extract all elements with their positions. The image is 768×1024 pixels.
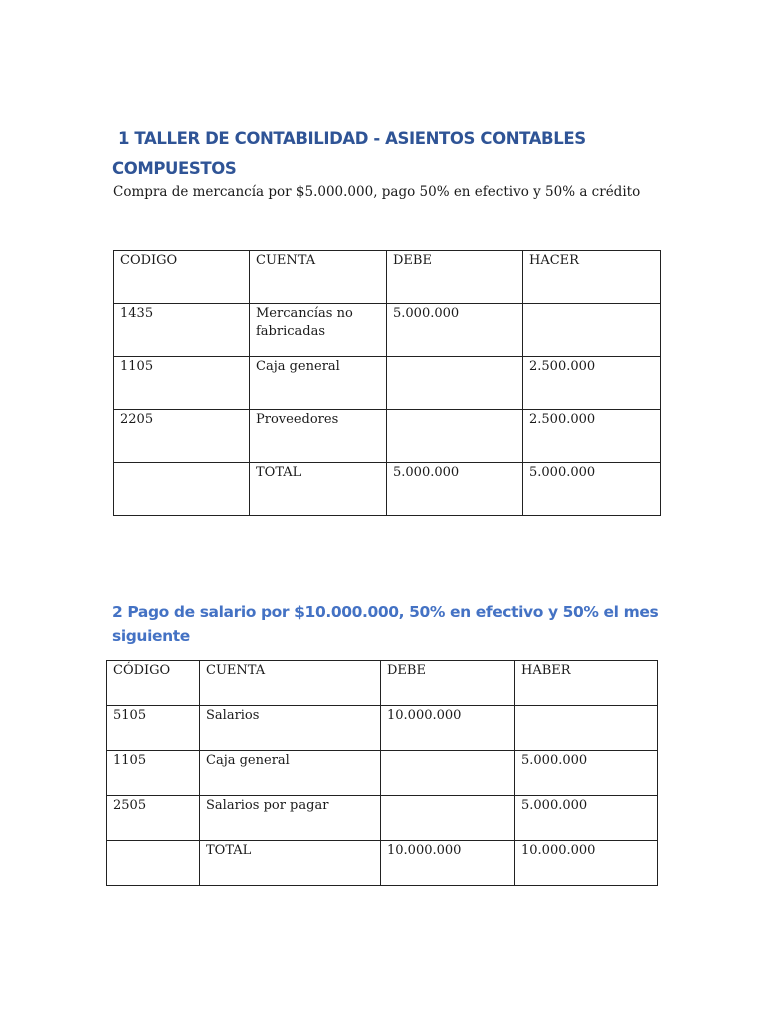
- cell-codigo: 2505: [107, 796, 200, 841]
- cell-debe: [381, 796, 515, 841]
- section1-heading-line1: 1 TALLER DE CONTABILIDAD - ASIENTOS CONTABLES: [118, 129, 586, 148]
- cell-debe: [387, 410, 523, 463]
- cell-codigo: 2205: [114, 410, 250, 463]
- cell-haber: 5.000.000: [515, 751, 658, 796]
- table-row: [114, 410, 661, 463]
- cell-cuenta: Caja general: [250, 357, 387, 410]
- table-header-row: [107, 661, 658, 706]
- journal-entry-table-1: [113, 250, 661, 516]
- section1-description: Compra de mercancía por $5.000.000, pago 50% en efectivo y 50% a crédito: [113, 184, 641, 200]
- table-header-row: [114, 251, 661, 304]
- cell-haber: [515, 706, 658, 751]
- header-codigo: CODIGO: [114, 251, 250, 304]
- table-row: [107, 751, 658, 796]
- journal-entry-table-2: [106, 660, 658, 886]
- cell-hacer: 2.500.000: [523, 410, 661, 463]
- cell-cuenta: Proveedores: [250, 410, 387, 463]
- header-haber: HABER: [515, 661, 658, 706]
- cell-codigo: 1105: [107, 751, 200, 796]
- cell-debe: 10.000.000: [381, 841, 515, 886]
- section1-heading-line2: COMPUESTOS: [112, 159, 237, 178]
- cell-hacer: 5.000.000: [523, 463, 661, 516]
- cell-codigo: 5105: [107, 706, 200, 751]
- table-total-row: [107, 841, 658, 886]
- cell-codigo: 1435: [114, 304, 250, 357]
- cell-cuenta: TOTAL: [200, 841, 381, 886]
- table-row: [114, 304, 661, 357]
- cell-debe: 5.000.000: [387, 304, 523, 357]
- cell-debe: 10.000.000: [381, 706, 515, 751]
- header-cuenta: CUENTA: [200, 661, 381, 706]
- header-cuenta: CUENTA: [250, 251, 387, 304]
- cell-codigo: [107, 841, 200, 886]
- header-codigo: CÓDIGO: [107, 661, 200, 706]
- cell-debe: 5.000.000: [387, 463, 523, 516]
- cell-haber: 10.000.000: [515, 841, 658, 886]
- cell-debe: [381, 751, 515, 796]
- cell-haber: 5.000.000: [515, 796, 658, 841]
- cell-hacer: 2.500.000: [523, 357, 661, 410]
- section1-heading: [112, 124, 672, 184]
- cell-cuenta: Salarios por pagar: [200, 796, 381, 841]
- table-row: [107, 706, 658, 751]
- cell-hacer: [523, 304, 661, 357]
- table-row: [107, 796, 658, 841]
- header-debe: DEBE: [387, 251, 523, 304]
- cell-cuenta: Caja general: [200, 751, 381, 796]
- cell-codigo: 1105: [114, 357, 250, 410]
- cell-cuenta: Mercancías no fabricadas: [250, 304, 387, 357]
- header-hacer: HACER: [523, 251, 661, 304]
- header-debe: DEBE: [381, 661, 515, 706]
- cell-debe: [387, 357, 523, 410]
- table-row: [114, 357, 661, 410]
- table-total-row: [114, 463, 661, 516]
- cell-cuenta: Salarios: [200, 706, 381, 751]
- cell-codigo: [114, 463, 250, 516]
- cell-cuenta: TOTAL: [250, 463, 387, 516]
- section2-heading: 2 Pago de salario por $10.000.000, 50% en efectivo y 50% el mes siguiente: [112, 603, 659, 645]
